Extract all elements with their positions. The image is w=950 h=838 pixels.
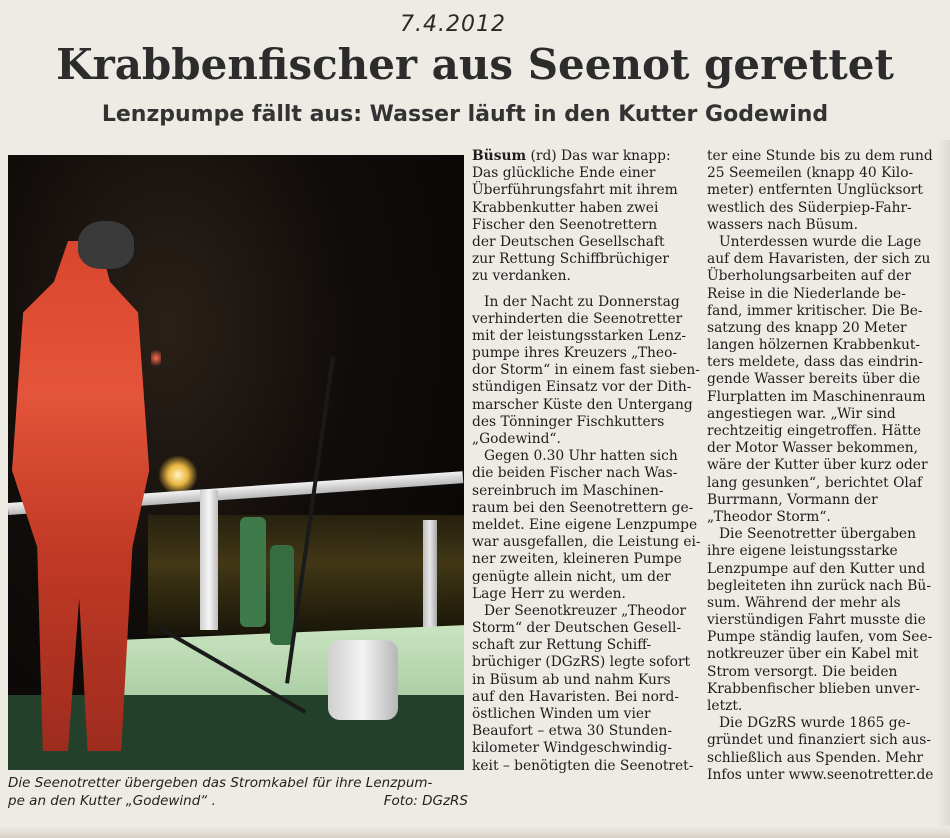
article-line: meter) entfernten Unglücksort — [707, 182, 923, 199]
article-text: (rd) Das war knapp: — [526, 148, 671, 164]
article-line: ter eine Stunde bis zu dem rund — [707, 148, 933, 164]
page-bottom-shadow — [0, 826, 950, 838]
article-line: Fischer den Seenotrettern — [472, 216, 658, 233]
article-line: gründet und finanziert sich aus- — [707, 732, 932, 749]
article-line: genügte allein nicht, um der — [472, 568, 671, 585]
article-line: Das glückliche Ende einer — [472, 165, 656, 182]
article-line: auf den Havaristen. Bei nord- — [472, 688, 679, 705]
article-line: satzung des knapp 20 Meter — [707, 319, 907, 336]
caption-line: pe an den Kutter „Godewind“ . — [8, 793, 216, 809]
subheadline: Lenzpumpe fällt aus: Wasser läuft in den Kutter Godewind — [101, 102, 829, 127]
article-line — [472, 148, 707, 165]
article-line: Flurplatten im Maschinenraum — [707, 388, 926, 405]
article-line: wäre der Kutter über kurz oder — [707, 457, 928, 474]
article-line: Lenzpumpe auf den Kutter und — [707, 560, 926, 577]
article-line: sum. Während der mehr als — [707, 594, 901, 611]
article-line: Überholungsarbeiten auf der — [707, 268, 911, 285]
article-line: dor Storm“ in einem fast sieben- — [472, 362, 700, 379]
article-line: der Deutschen Gesellschaft — [472, 233, 665, 250]
article-line: Die DGzRS wurde 1865 ge- — [719, 715, 911, 732]
article-line: ters meldete, dass das eindrin- — [707, 354, 923, 371]
article-line: Infos unter www.seenotretter.de — [707, 766, 934, 783]
article-line: schließlich aus Spenden. Mehr — [707, 749, 924, 766]
article-line: langen hölzernen Krabbenkut- — [707, 337, 921, 354]
article-line: gende Wasser bereits über die — [707, 371, 921, 388]
article-line: keit – benötigten die Seenotret- — [472, 757, 694, 774]
photo-railing-post — [200, 490, 218, 630]
photo-railing-post — [423, 520, 437, 640]
dateline: Büsum — [472, 148, 527, 164]
article-line: stündigen Einsatz vor der Dith- — [472, 379, 692, 396]
article-line: 25 Seemeilen (knapp 40 Kilo- — [707, 165, 914, 182]
article-line: Reise in die Niederlande be- — [707, 285, 906, 302]
article-line: pumpe ihres Kreuzers „Theo- — [472, 345, 678, 362]
article-line: Gegen 0.30 Uhr hatten sich — [484, 448, 678, 465]
article-line: angestiegen war. „Wir sind — [707, 405, 896, 422]
caption-line: Die Seenotretter übergeben das Stromkabel für ihre Lenzpum- — [8, 775, 433, 791]
article-column-2 — [707, 148, 943, 784]
article-line: Unterdessen wurde die Lage — [719, 233, 922, 250]
page-edge-shadow — [936, 140, 950, 830]
headline: Krabbenfischer aus Seenot gerettet — [56, 40, 894, 89]
article-line: kilometer Windgeschwindig- — [472, 740, 673, 757]
article-line: war ausgefallen, die Leistung ei- — [472, 534, 701, 551]
handwritten-date: 7.4.2012 — [400, 12, 506, 37]
article-line: Überführungsfahrt mit ihrem — [472, 182, 678, 199]
article-line: notkreuzer über ein Kabel mit — [707, 646, 919, 663]
article-line: schaft zur Rettung Schiff- — [472, 637, 652, 654]
photo-red-light — [151, 347, 161, 369]
article-line: In der Nacht zu Donnerstag — [484, 293, 680, 310]
article-line: sereinbruch im Maschinen- — [472, 482, 664, 499]
article-line: fand, immer kritischer. Die Be- — [707, 302, 923, 319]
article-line: westlich des Süderpiep-Fahr- — [707, 199, 912, 216]
article-line: die beiden Fischer nach Was- — [472, 465, 678, 482]
article-line: zur Rettung Schiffbrüchiger — [472, 251, 669, 268]
article-line: ihre eigene leistungsstarke — [707, 543, 898, 560]
article-line: mit der leistungsstarken Lenz- — [472, 327, 687, 344]
article-line: „Theodor Storm“. — [707, 508, 831, 525]
article-line: des Tönninger Fischkutters — [472, 413, 665, 430]
photo-winch — [270, 545, 294, 645]
photo-bollard — [328, 640, 398, 720]
article-line: raum bei den Seenotrettern ge- — [472, 499, 694, 516]
article-line: der Motor Wasser bekommen, — [707, 440, 919, 457]
article-line: östlichen Winden um vier — [472, 706, 651, 722]
article-line: ner zweiten, kleineren Pumpe — [472, 551, 682, 568]
article-line: wassers nach Büsum. — [707, 216, 858, 233]
photo-lamp — [158, 455, 198, 495]
photo-credit: Foto: DGzRS — [383, 793, 468, 809]
article-line: in Büsum ab und nahm Kurs — [472, 671, 671, 688]
article-line: zu verdanken. — [472, 268, 571, 285]
article-line: Lage Herr zu werden. — [472, 585, 626, 602]
article-line: Die Seenotretter übergaben — [719, 526, 916, 543]
article-line: letzt. — [707, 698, 743, 714]
article-line: Der Seenotkreuzer „Theodor — [484, 602, 687, 619]
photo-caption — [8, 774, 468, 810]
article-line: Strom versorgt. Die beiden — [707, 663, 898, 680]
article-line: „Godewind“. — [472, 431, 561, 447]
article-line: brüchiger (DGzRS) legte sofort — [472, 654, 691, 671]
article-line: Pumpe ständig laufen, vom See- — [707, 629, 933, 646]
article-line: rechtzeitig eingetroffen. Hätte — [707, 423, 921, 439]
article-line: Beaufort – etwa 30 Stunden- — [472, 723, 673, 740]
photo-winch — [240, 517, 266, 627]
article-column-1 — [472, 148, 707, 775]
article-line: marscher Küste den Untergang — [472, 396, 693, 413]
rescue-photo — [8, 155, 464, 770]
article-line: Krabbenkutter haben zwei — [472, 199, 659, 216]
article-line: auf dem Havaristen, der sich zu — [707, 251, 931, 268]
article-line: Storm“ der Deutschen Gesell- — [472, 620, 682, 637]
photo-rescuer-head — [78, 221, 134, 269]
article-line: verhinderten die Seenotretter — [472, 310, 683, 327]
article-line: vierstündigen Fahrt musste die — [707, 612, 926, 629]
article-line: Burrmann, Vormann der — [707, 491, 878, 508]
article-line: begleiteten ihn zurück nach Bü- — [707, 577, 931, 594]
article-line: Krabbenfischer blieben unver- — [707, 680, 920, 697]
article-line: meldet. Eine eigene Lenzpumpe — [472, 516, 698, 533]
article-line: lang gesunken“, berichtet Olaf — [707, 474, 923, 491]
